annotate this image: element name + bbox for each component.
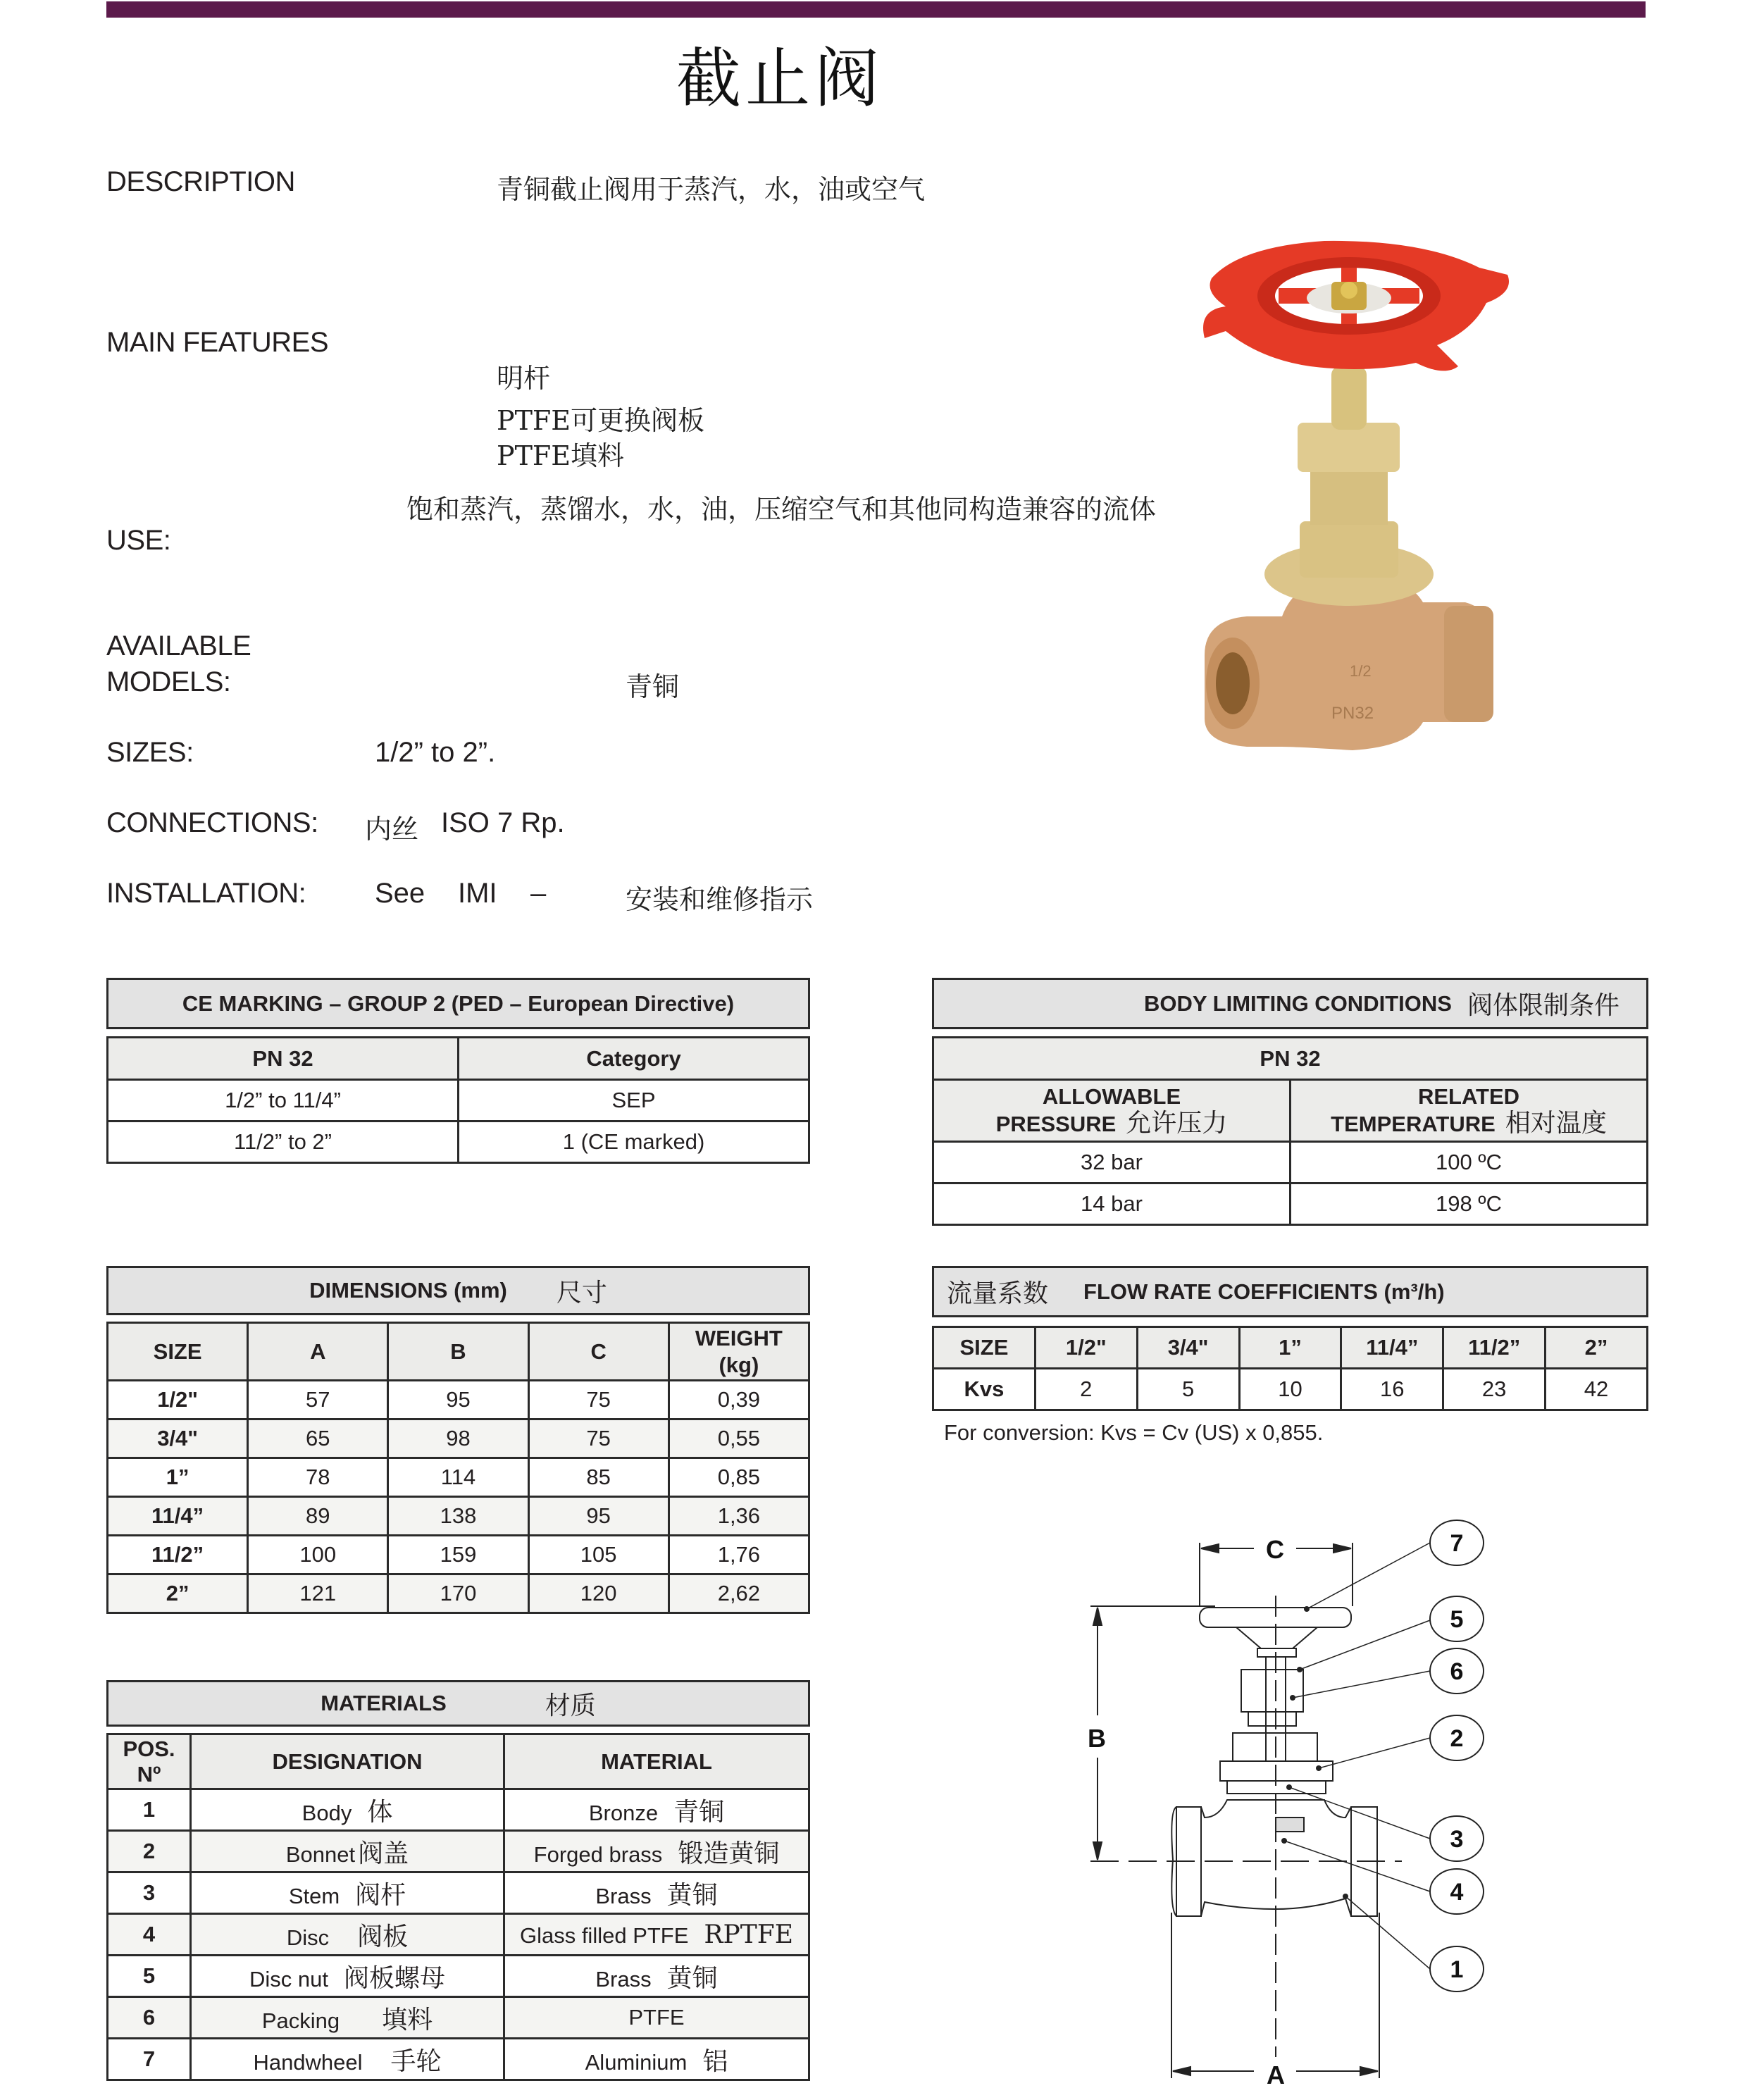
ce-cell: 1 (CE marked) bbox=[459, 1122, 809, 1163]
flow-header-size: SIZE bbox=[933, 1327, 1036, 1369]
callout-1: 1 bbox=[1450, 1956, 1464, 1983]
table-row bbox=[108, 1956, 809, 1997]
mat-designation: Disc bbox=[286, 1925, 330, 1950]
photo-marking-pn: PN32 bbox=[1331, 704, 1374, 723]
dim-size: 1” bbox=[108, 1458, 248, 1497]
mat-designation: Stem bbox=[288, 1883, 340, 1908]
mat-pos: 7 bbox=[108, 2039, 191, 2080]
dim-header-weight bbox=[669, 1323, 809, 1381]
callout-6: 6 bbox=[1450, 1658, 1464, 1685]
materials-title-text: MATERIALS bbox=[321, 1691, 447, 1715]
dim-a: 121 bbox=[248, 1574, 388, 1613]
mat-material-cn: 黄铜 bbox=[666, 1880, 718, 1910]
mat-designation: Bonnet bbox=[285, 1841, 356, 1867]
callout-3: 3 bbox=[1450, 1826, 1464, 1853]
available-models-label-2: MODELS: bbox=[106, 666, 231, 697]
table-row bbox=[108, 1574, 809, 1613]
dim-label-a: A bbox=[1267, 2061, 1285, 2089]
installation-imi: IMI bbox=[458, 878, 497, 909]
body-limiting-table bbox=[932, 1036, 1648, 1226]
dim-c: 75 bbox=[528, 1419, 669, 1458]
photo-marking-size: 1/2 bbox=[1350, 662, 1372, 680]
temperature-cell: 198 ºC bbox=[1291, 1183, 1648, 1225]
related-temperature-header bbox=[1291, 1080, 1648, 1142]
dimensions-title-cn: 尺寸 bbox=[556, 1278, 607, 1307]
dim-weight: 2,62 bbox=[669, 1574, 809, 1613]
mat-designation-cn: 体 bbox=[367, 1797, 393, 1827]
ce-marking-title bbox=[106, 978, 810, 1029]
allowable-pressure-cn: 允许压力 bbox=[1126, 1109, 1228, 1138]
mat-header-pos-line1: POS. bbox=[123, 1736, 175, 1761]
product-photo bbox=[1183, 225, 1522, 782]
dimensions-title bbox=[106, 1266, 810, 1315]
callout-4: 4 bbox=[1450, 1879, 1464, 1906]
feature-item: 明杆 bbox=[497, 363, 551, 394]
mat-material: Aluminium bbox=[585, 2049, 688, 2075]
callout-2: 2 bbox=[1450, 1725, 1464, 1752]
dim-a: 57 bbox=[248, 1381, 388, 1419]
mat-pos: 6 bbox=[108, 1997, 191, 2039]
table-row bbox=[108, 1080, 809, 1122]
use-value: 饱和蒸汽，蒸馏水，水，油，压缩空气和其他同构造兼容的流体 bbox=[406, 494, 1157, 525]
mat-material: Brass bbox=[595, 1883, 652, 1908]
conversion-note: For conversion: Kvs = Cv (US) x 0,855. bbox=[944, 1420, 1324, 1445]
mat-pos: 3 bbox=[108, 1872, 191, 1914]
mat-designation: Body bbox=[301, 1800, 352, 1825]
dim-b: 138 bbox=[388, 1497, 528, 1536]
dim-b: 170 bbox=[388, 1574, 528, 1613]
dim-c: 95 bbox=[528, 1497, 669, 1536]
dim-header-c: C bbox=[528, 1323, 669, 1381]
table-row bbox=[108, 2039, 809, 2080]
ce-header-pn: PN 32 bbox=[108, 1038, 459, 1080]
table-row bbox=[108, 1381, 809, 1419]
mat-pos: 4 bbox=[108, 1914, 191, 1956]
table-row bbox=[933, 1369, 1648, 1410]
header-bar bbox=[106, 1, 1646, 18]
sizes-value: 1/2” to 2”. bbox=[375, 737, 496, 768]
table-row bbox=[108, 1458, 809, 1497]
mat-header-pos-line2: Nº bbox=[137, 1761, 161, 1787]
body-limiting-title-cn: 阀体限制条件 bbox=[1467, 991, 1619, 1020]
allowable-pressure-line1: ALLOWABLE bbox=[1042, 1084, 1181, 1109]
mat-material-cn: 黄铜 bbox=[666, 1963, 718, 1993]
materials-title-cn: 材质 bbox=[545, 1691, 596, 1720]
ce-cell: 1/2” to 11/4” bbox=[108, 1080, 459, 1122]
flow-header: 2” bbox=[1546, 1327, 1648, 1369]
dim-b: 98 bbox=[388, 1419, 528, 1458]
dim-weight: 0,85 bbox=[669, 1458, 809, 1497]
table-row bbox=[108, 1831, 809, 1872]
dim-weight: 0,55 bbox=[669, 1419, 809, 1458]
table-row bbox=[108, 1497, 809, 1536]
dim-a: 89 bbox=[248, 1497, 388, 1536]
mat-pos: 1 bbox=[108, 1789, 191, 1831]
dim-c: 120 bbox=[528, 1574, 669, 1613]
description-value: 青铜截止阀用于蒸汽，水，油或空气 bbox=[497, 174, 926, 205]
available-models-value: 青铜 bbox=[626, 671, 680, 702]
dim-a: 78 bbox=[248, 1458, 388, 1497]
dim-c: 85 bbox=[528, 1458, 669, 1497]
dim-c: 105 bbox=[528, 1536, 669, 1574]
flow-kvs-value: 2 bbox=[1035, 1369, 1137, 1410]
materials-table bbox=[106, 1733, 810, 2081]
main-features-label: MAIN FEATURES bbox=[106, 327, 329, 358]
callout-7: 7 bbox=[1450, 1530, 1464, 1557]
mat-material: Brass bbox=[595, 1966, 652, 1992]
mat-material: Bronze bbox=[588, 1800, 659, 1825]
dim-size: 2” bbox=[108, 1574, 248, 1613]
allowable-pressure-line2: PRESSURE bbox=[995, 1112, 1117, 1136]
pressure-cell: 14 bar bbox=[933, 1183, 1291, 1225]
description-label: DESCRIPTION bbox=[106, 166, 295, 197]
installation-label: INSTALLATION: bbox=[106, 878, 306, 909]
dim-size: 3/4" bbox=[108, 1419, 248, 1458]
flow-rate-title-text: FLOW RATE COEFFICIENTS (m³/h) bbox=[1083, 1279, 1445, 1304]
mat-designation-cn: 手轮 bbox=[390, 2046, 442, 2076]
table-row bbox=[108, 1122, 809, 1163]
related-temperature-line1: RELATED bbox=[1417, 1084, 1520, 1109]
flow-rate-title bbox=[932, 1266, 1648, 1317]
ce-marking-table bbox=[106, 1036, 810, 1164]
ce-cell: 11/2” to 2” bbox=[108, 1122, 459, 1163]
flow-header: 1/2" bbox=[1035, 1327, 1137, 1369]
mat-pos: 5 bbox=[108, 1956, 191, 1997]
dim-header-size: SIZE bbox=[108, 1323, 248, 1381]
available-models-label: AVAILABLE bbox=[106, 630, 251, 661]
mat-material-cn: RPTFE bbox=[704, 1920, 794, 1949]
connections-value-cn: 内丝 bbox=[365, 814, 419, 845]
dim-size: 1/2" bbox=[108, 1381, 248, 1419]
ce-marking-title-text: CE MARKING – GROUP 2 (PED – European Directive) bbox=[182, 990, 735, 1016]
flow-header: 11/2” bbox=[1443, 1327, 1546, 1369]
mat-material-cn: 青铜 bbox=[673, 1797, 725, 1827]
installation-dash: – bbox=[530, 878, 547, 909]
table-row bbox=[108, 1872, 809, 1914]
table-row bbox=[933, 1183, 1648, 1225]
mat-header-pos bbox=[108, 1734, 191, 1789]
flow-kvs-value: 42 bbox=[1546, 1369, 1648, 1410]
mat-header-designation: DESIGNATION bbox=[191, 1734, 504, 1789]
table-row bbox=[933, 1142, 1648, 1183]
dim-weight: 1,76 bbox=[669, 1536, 809, 1574]
callout-5: 5 bbox=[1450, 1606, 1464, 1633]
technical-drawing bbox=[1057, 1508, 1550, 2096]
dim-header-b: B bbox=[388, 1323, 528, 1381]
dim-size: 11/2” bbox=[108, 1536, 248, 1574]
table-row bbox=[108, 1536, 809, 1574]
flow-kvs-value: 10 bbox=[1239, 1369, 1341, 1410]
installation-value-cn: 安装和维修指示 bbox=[626, 884, 814, 915]
dim-header-a: A bbox=[248, 1323, 388, 1381]
mat-designation-cn: 阀板 bbox=[357, 1922, 409, 1951]
dim-label-c: C bbox=[1266, 1535, 1284, 1564]
mat-designation-cn: 阀杆 bbox=[355, 1880, 406, 1910]
dimensions-title-text: DIMENSIONS (mm) bbox=[309, 1278, 507, 1303]
related-temperature-cn: 相对温度 bbox=[1505, 1109, 1607, 1138]
ce-cell: SEP bbox=[459, 1080, 809, 1122]
mat-header-material: MATERIAL bbox=[504, 1734, 809, 1789]
mat-designation-cn: 填料 bbox=[382, 2005, 433, 2034]
flow-header: 3/4" bbox=[1137, 1327, 1239, 1369]
sizes-label: SIZES: bbox=[106, 737, 194, 768]
dim-b: 114 bbox=[388, 1458, 528, 1497]
flow-header: 11/4” bbox=[1341, 1327, 1443, 1369]
body-limiting-title-text: BODY LIMITING CONDITIONS bbox=[1144, 990, 1452, 1016]
materials-title bbox=[106, 1680, 810, 1727]
pressure-cell: 32 bar bbox=[933, 1142, 1291, 1183]
dim-header-weight-line2: (kg) bbox=[719, 1352, 759, 1377]
dim-b: 95 bbox=[388, 1381, 528, 1419]
related-temperature-line2: TEMPERATURE bbox=[1331, 1112, 1496, 1136]
flow-kvs-value: 23 bbox=[1443, 1369, 1546, 1410]
connections-value: ISO 7 Rp. bbox=[441, 807, 565, 838]
use-label: USE: bbox=[106, 525, 171, 556]
mat-designation: Handwheel bbox=[253, 2049, 363, 2075]
callout-bubbles bbox=[1430, 1520, 1484, 1992]
table-row bbox=[108, 1997, 809, 2039]
flow-kvs-value: 5 bbox=[1137, 1369, 1239, 1410]
mat-material: Glass filled PTFE bbox=[519, 1922, 689, 1948]
temperature-cell: 100 ºC bbox=[1291, 1142, 1648, 1183]
dim-header-weight-line1: WEIGHT bbox=[695, 1325, 783, 1350]
installation-see: See bbox=[375, 878, 425, 909]
table-row bbox=[108, 1419, 809, 1458]
dim-a: 100 bbox=[248, 1536, 388, 1574]
table-row bbox=[108, 1914, 809, 1956]
dimensions-table bbox=[106, 1322, 810, 1614]
feature-item: PTFE可更换阀板 bbox=[497, 405, 705, 436]
dim-c: 75 bbox=[528, 1381, 669, 1419]
mat-designation: Packing bbox=[261, 2008, 340, 2033]
mat-designation-cn: 阀板螺母 bbox=[343, 1963, 445, 1993]
mat-material: Forged brass bbox=[533, 1841, 663, 1867]
mat-material-cn: 铝 bbox=[702, 2046, 728, 2076]
feature-item: PTFE填料 bbox=[497, 440, 625, 471]
ce-header-category: Category bbox=[459, 1038, 809, 1080]
body-limiting-title bbox=[932, 978, 1648, 1029]
mat-pos: 2 bbox=[108, 1831, 191, 1872]
dim-size: 11/4” bbox=[108, 1497, 248, 1536]
flow-kvs-value: 16 bbox=[1341, 1369, 1443, 1410]
allowable-pressure-header bbox=[933, 1080, 1291, 1142]
table-row bbox=[108, 1789, 809, 1831]
page-title: 截止阀 bbox=[676, 41, 884, 116]
flow-header: 1” bbox=[1239, 1327, 1341, 1369]
connections-label: CONNECTIONS: bbox=[106, 807, 318, 838]
mat-material-cn: 锻造黄铜 bbox=[678, 1839, 780, 1868]
dim-label-b: B bbox=[1088, 1724, 1106, 1753]
dim-b: 159 bbox=[388, 1536, 528, 1574]
dim-a: 65 bbox=[248, 1419, 388, 1458]
mat-designation: Disc nut bbox=[249, 1966, 328, 1992]
dim-weight: 1,36 bbox=[669, 1497, 809, 1536]
flow-kvs-label: Kvs bbox=[933, 1369, 1036, 1410]
flow-rate-title-cn: 流量系数 bbox=[947, 1279, 1049, 1308]
body-limiting-group: PN 32 bbox=[933, 1038, 1648, 1080]
mat-designation-cn: 阀盖 bbox=[358, 1839, 409, 1868]
dim-weight: 0,39 bbox=[669, 1381, 809, 1419]
mat-material: PTFE bbox=[628, 2005, 685, 2030]
flow-rate-table bbox=[932, 1326, 1648, 1411]
